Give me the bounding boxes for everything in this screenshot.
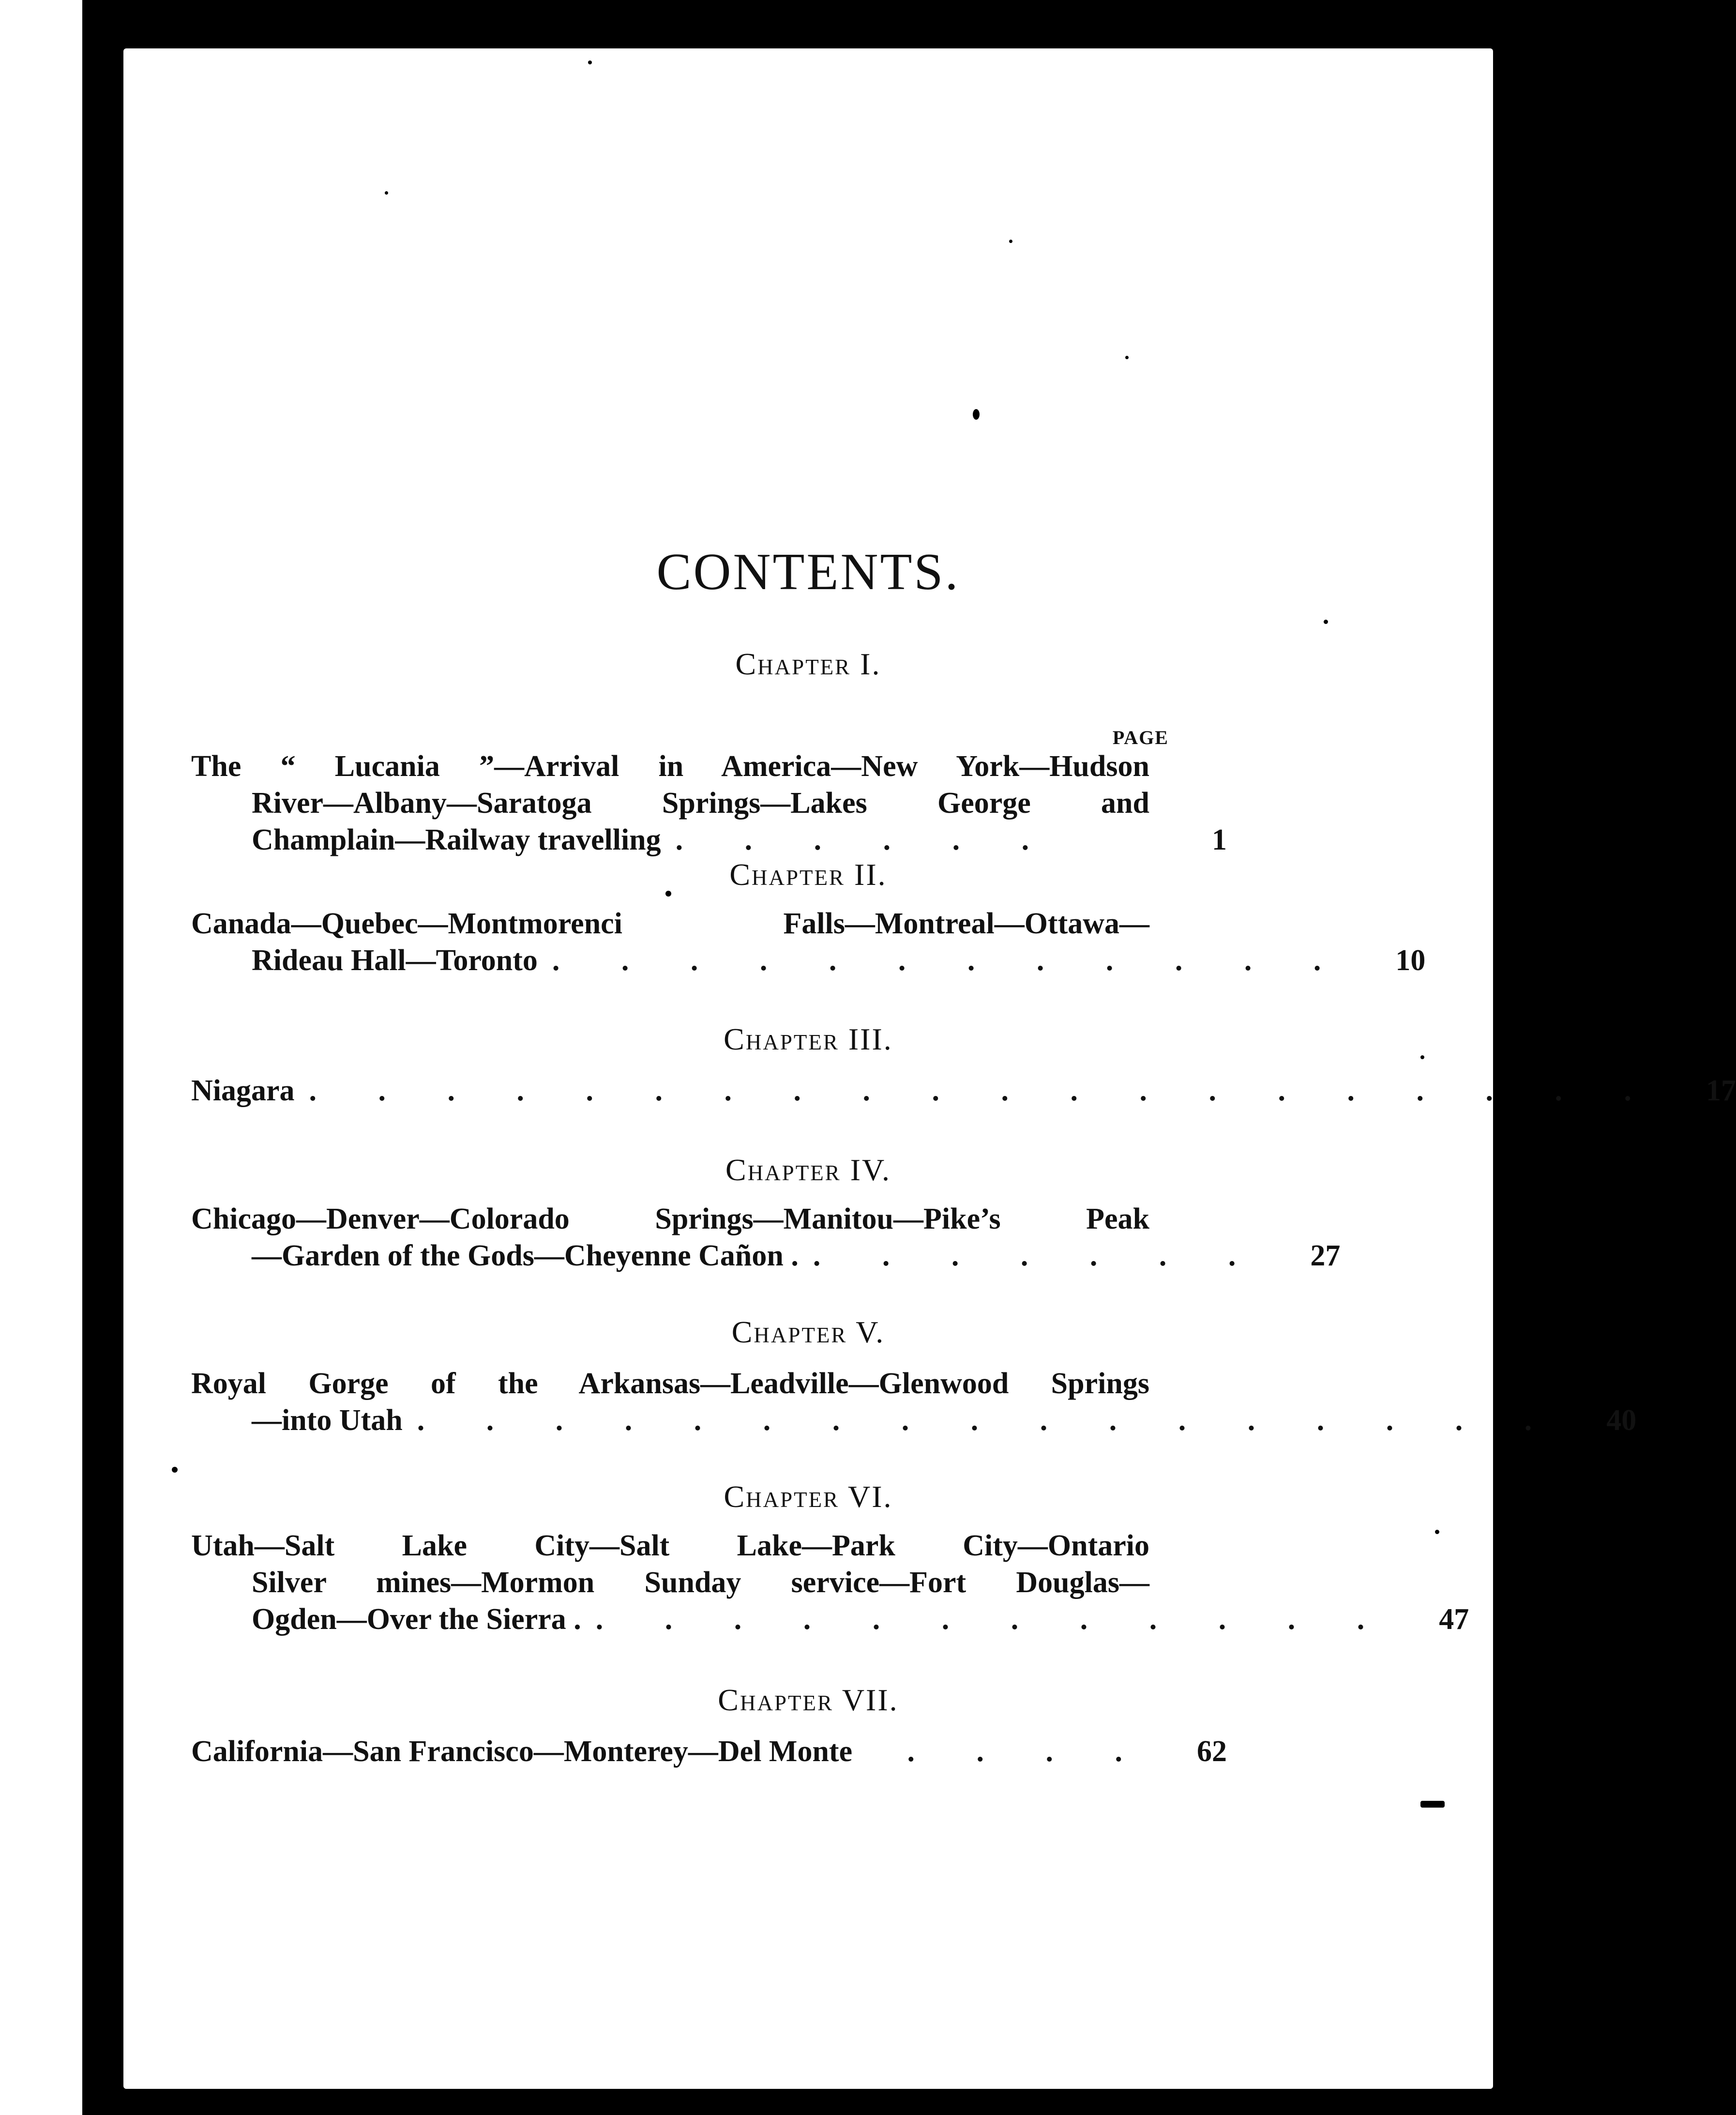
entry-line: California—San Francisco—Monterey—Del Monte	[191, 1735, 853, 1768]
entry-line: River—Albany—Saratoga Springs—Lakes George and	[252, 787, 1149, 820]
leader-dots: . . . . . . . . . . . . . . . . . . . .	[309, 1074, 1659, 1107]
book-page	[123, 48, 1736, 2089]
scan-speck	[1435, 1530, 1439, 1534]
leader-dots: . . . . . . . . . . . .	[552, 944, 1348, 977]
leader-dots: . . . .	[907, 1735, 1149, 1768]
leader-dots: . . . . . . . . . . . . . . . . .	[417, 1404, 1559, 1437]
chapter-heading: Chapter VII.	[718, 1683, 899, 1717]
toc-entry	[191, 905, 1426, 979]
chapter-heading: Chapter V.	[731, 1315, 885, 1349]
scan-speck	[1009, 240, 1012, 243]
entry-line: —into Utah	[252, 1404, 403, 1437]
page-number: 40	[1606, 1404, 1637, 1437]
toc-entry	[191, 1733, 1227, 1770]
entry-line: Utah—Salt Lake City—Salt Lake—Park City—Ontario	[191, 1529, 1149, 1562]
toc-entry	[191, 1527, 1469, 1638]
scan-left-margin	[0, 0, 82, 2115]
toc-entry	[191, 1201, 1341, 1274]
entry-line: Champlain—Railway travelling	[252, 823, 661, 856]
scan-speck	[1125, 356, 1129, 359]
page-number: 62	[1197, 1735, 1227, 1768]
leader-dots: . . . . . . .	[813, 1239, 1263, 1272]
toc-entry	[191, 1072, 1736, 1109]
chapter-heading: Chapter I.	[735, 647, 881, 681]
entry-line: The “ Lucania ”—Arrival in America—New York—Hudson	[191, 750, 1149, 783]
scan-speck	[973, 409, 980, 420]
entry-line: —Garden of the Gods—Cheyenne Cañon .	[252, 1239, 799, 1272]
page-number: 27	[1310, 1239, 1341, 1272]
chapter-heading: Chapter III.	[724, 1022, 893, 1056]
chapter-heading: Chapter VI.	[724, 1479, 893, 1514]
entry-line: Rideau Hall—Toronto	[252, 944, 538, 977]
chapter-heading: Chapter IV.	[725, 1153, 891, 1187]
scan-speck	[1420, 1801, 1445, 1808]
scan-speck	[172, 1467, 178, 1473]
scan-speck	[1324, 620, 1328, 624]
chapter-heading: Chapter II.	[729, 857, 887, 892]
entry-line: Royal Gorge of the Arkansas—Leadville—Glenwood Springs	[191, 1367, 1149, 1400]
page-number: 17	[1706, 1074, 1736, 1107]
entry-line: Niagara	[191, 1074, 295, 1107]
entry-line: Silver mines—Mormon Sunday service—Fort Douglas—	[252, 1566, 1149, 1599]
toc-entry	[191, 748, 1227, 858]
toc-entry	[191, 1365, 1637, 1439]
page-number: 10	[1395, 944, 1426, 977]
page-number: 1	[1212, 823, 1227, 856]
entry-line: Chicago—Denver—Colorado Springs—Manitou—Pike’s Peak	[191, 1202, 1149, 1235]
leader-dots: . . . . . . . . . . . .	[595, 1603, 1392, 1636]
page-number: 47	[1439, 1603, 1469, 1636]
page-column-label: PAGE	[1112, 727, 1169, 748]
scan-speck	[588, 61, 592, 64]
entry-line: Ogden—Over the Sierra .	[252, 1603, 581, 1636]
page-title: CONTENTS.	[656, 543, 960, 601]
scan-speck	[385, 191, 388, 195]
leader-dots: . . . . . .	[675, 823, 1057, 856]
entry-line: Canada—Quebec—Montmorenci Falls—Montreal—Ottawa—	[191, 907, 1149, 940]
scan-binding-shadow	[82, 0, 123, 2115]
